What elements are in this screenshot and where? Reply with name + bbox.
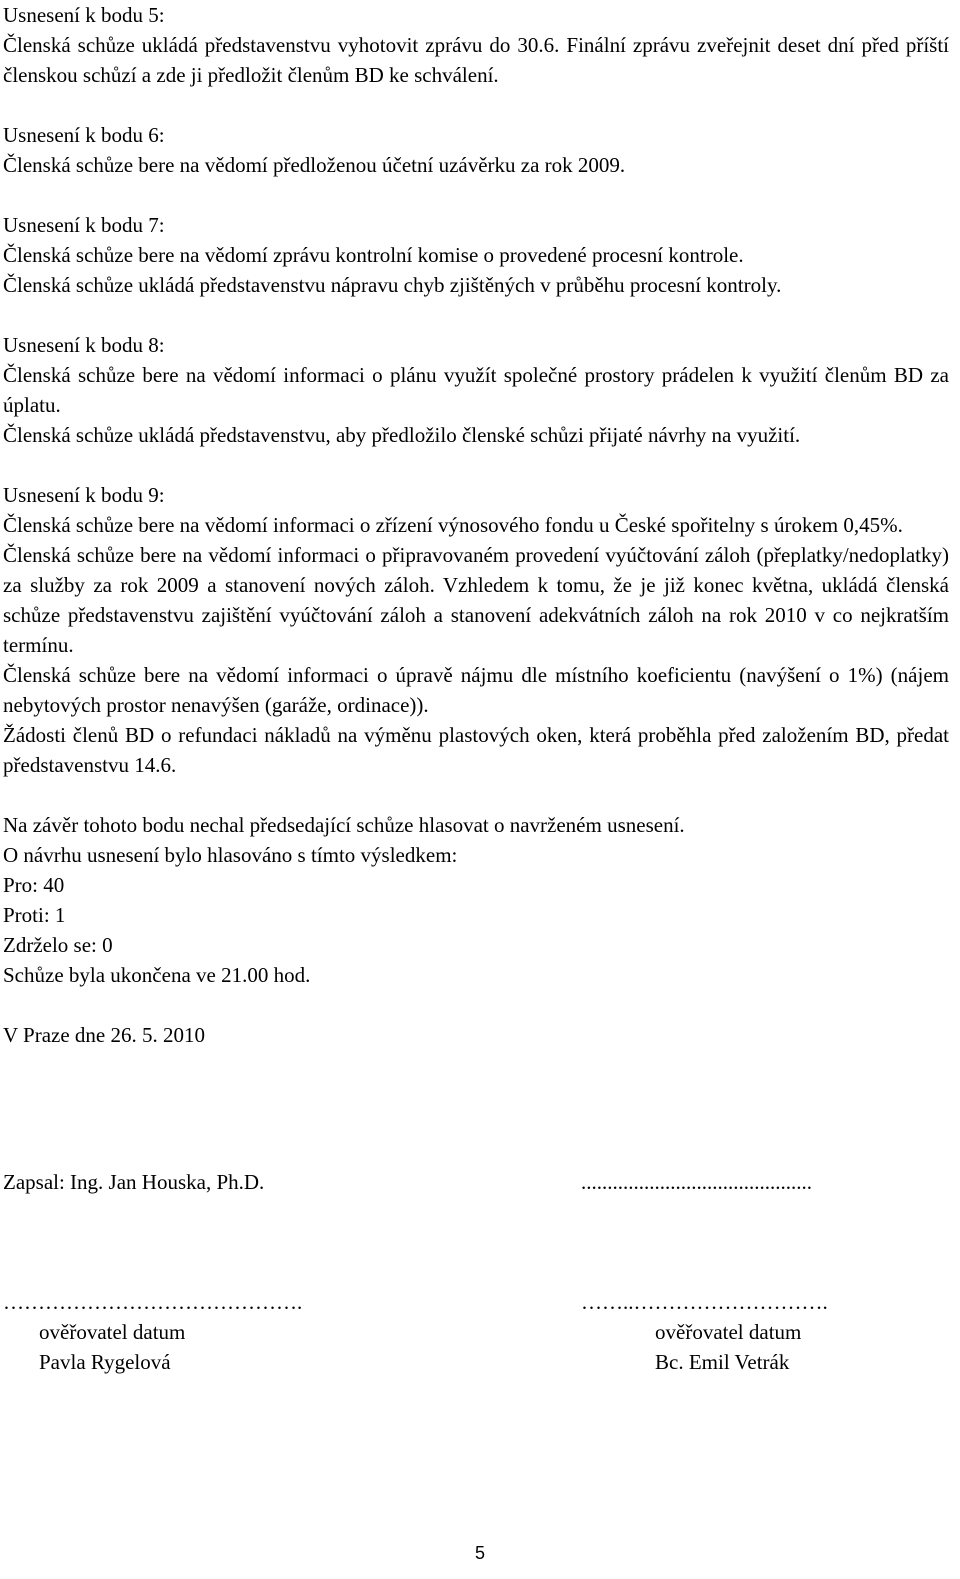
recorder-label: Zapsal: Ing. Jan Houska, Ph.D.: [3, 1170, 265, 1194]
meeting-end: Schůze byla ukončena ve 21.00 hod.: [3, 963, 311, 987]
resolutions-body: [3, 0, 949, 1050]
resolution-section-6: [3, 120, 949, 180]
resolution-paragraph: Členská schůze bere na vědomí informaci o připravovaném provedení vyúčtování záloh (přeplatky/nedoplatky) za služby za rok 2009 a stanovení nových záloh. Vzhledem k tomu, že je již konec května, ukládá členská schůze představenstvu zajištění vyúčtování záloh a stanovení adekvátních záloh na rok 2010 v co nejkratším termínu.: [3, 543, 949, 657]
resolution-section-8: [3, 330, 949, 450]
resolution-paragraph: Členská schůze bere na vědomí informaci o zřízení výnosového fondu u České spořitelny s úrokem 0,45%.: [3, 513, 903, 537]
section-heading: Usnesení k bodu 5:: [3, 3, 165, 27]
verifier-2-signature-line: ……..……………………….: [581, 1290, 828, 1314]
verifier-1-block: [39, 1317, 185, 1377]
resolution-paragraph: Členská schůze bere na vědomí informaci o úpravě nájmu dle místního koeficientu (navýšení o 1%) (nájem nebytových prostor nenavýšen (garáže, ordinace)).: [3, 663, 949, 717]
verifier-2-name: Bc. Emil Vetrák: [655, 1350, 790, 1374]
section-heading: Usnesení k bodu 6:: [3, 123, 165, 147]
page-number: 5: [474, 1543, 485, 1563]
verifier-2-block: [655, 1317, 801, 1377]
section-heading: Usnesení k bodu 8:: [3, 333, 165, 357]
vote-proti: Proti: 1: [3, 903, 66, 927]
verifier-2-role: ověřovatel datum: [655, 1320, 802, 1344]
vote-pro: Pro: 40: [3, 873, 65, 897]
verifier-1-signature-line: …………………………………….: [3, 1290, 303, 1314]
resolution-section-9: [3, 480, 949, 780]
resolution-paragraph: Členská schůze ukládá představenstvu vyhotovit zprávu do 30.6. Finální zprávu zveřejnit deset dní před příští členskou schůzí a zde ji předložit členům BD ke schválení.: [3, 33, 949, 87]
voting-intro: Na závěr tohoto bodu nechal předsedající schůze hlasovat o navrženém usnesení.: [3, 813, 685, 837]
voting-result-intro: O návrhu usnesení bylo hlasováno s tímto výsledkem:: [3, 843, 458, 867]
resolution-paragraph: Členská schůze bere na vědomí předloženou účetní uzávěrku za rok 2009.: [3, 153, 626, 177]
resolution-paragraph: Žádosti členů BD o refundaci nákladů na výměnu plastových oken, která proběhla před založením BD, předat představenstvu 14.6.: [3, 723, 949, 777]
resolution-paragraph: Členská schůze ukládá představenstvu, aby předložilo členské schůzi přijaté návrhy na využití.: [3, 423, 801, 447]
verifier-1-role: ověřovatel datum: [39, 1320, 186, 1344]
resolution-paragraph: Členská schůze ukládá představenstvu nápravu chyb zjištěných v průběhu procesní kontroly.: [3, 273, 782, 297]
resolution-paragraph: Členská schůze bere na vědomí zprávu kontrolní komise o provedené procesní kontrole.: [3, 243, 744, 267]
voting-block: [3, 810, 949, 990]
recorder-signature-line: ............................................: [581, 1170, 812, 1194]
vote-zdrzelo: Zdrželo se: 0: [3, 933, 113, 957]
resolution-section-7: [3, 210, 949, 300]
verifier-1-name: Pavla Rygelová: [39, 1350, 171, 1374]
section-heading: Usnesení k bodu 7:: [3, 213, 165, 237]
resolution-paragraph: Členská schůze bere na vědomí informaci o plánu využít společné prostory prádelen k využití členům BD za úplatu.: [3, 363, 949, 417]
place-date: V Praze dne 26. 5. 2010: [3, 1023, 205, 1047]
resolution-section-5: [3, 0, 949, 90]
section-heading: Usnesení k bodu 9:: [3, 483, 165, 507]
